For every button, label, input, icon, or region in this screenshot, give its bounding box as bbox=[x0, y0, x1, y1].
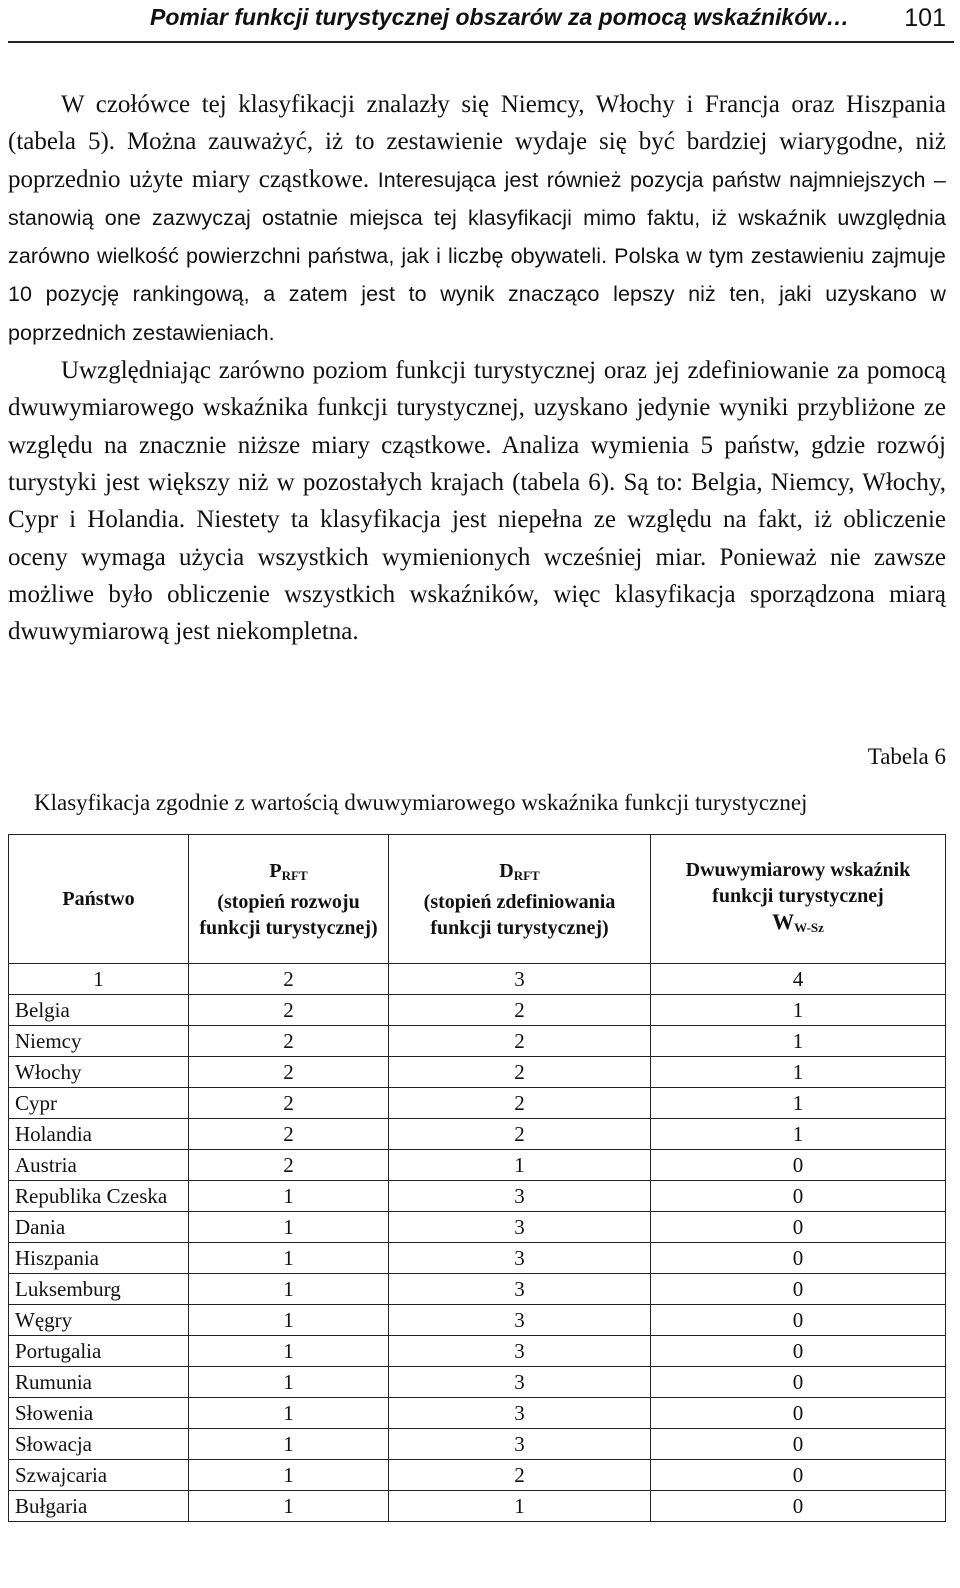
wwsz-cell: 0 bbox=[651, 1305, 946, 1336]
drft-cell: 2 bbox=[389, 995, 651, 1026]
paragraph-1-part-2: Interesująca jest również pozycja państw najmniejszych – stanowią one zazwyczaj ostatnie miejsca tej klasyfikacji mimo faktu, iż wskaźnik uwzględnia zarówno wielkość powierzchni państwa, jak i liczbę obywateli. bbox=[8, 167, 946, 269]
drft-cell: 3 bbox=[389, 1429, 651, 1460]
prft-cell: 1 bbox=[189, 1212, 389, 1243]
table-row bbox=[9, 1119, 946, 1150]
drft-cell: 3 bbox=[389, 1367, 651, 1398]
wwsz-cell: 1 bbox=[651, 1088, 946, 1119]
table-row bbox=[9, 1026, 946, 1057]
table-row bbox=[9, 1212, 946, 1243]
table-row bbox=[9, 1181, 946, 1212]
country-cell: Republika Czeska bbox=[9, 1181, 189, 1212]
country-cell: Holandia bbox=[9, 1119, 189, 1150]
table-row bbox=[9, 1088, 946, 1119]
prft-cell: 2 bbox=[189, 1088, 389, 1119]
wwsz-cell: 0 bbox=[651, 1367, 946, 1398]
prft-cell: 1 bbox=[189, 1429, 389, 1460]
drft-cell: 3 bbox=[389, 1274, 651, 1305]
drft-cell: 1 bbox=[389, 1150, 651, 1181]
table-row bbox=[9, 1398, 946, 1429]
country-cell: Rumunia bbox=[9, 1367, 189, 1398]
country-cell: Węgry bbox=[9, 1305, 189, 1336]
drft-cell: 3 bbox=[389, 1243, 651, 1274]
wwsz-cell: 1 bbox=[651, 1057, 946, 1088]
wwsz-cell: 0 bbox=[651, 1336, 946, 1367]
country-cell: Cypr bbox=[9, 1088, 189, 1119]
paragraph-1-part-1: W czołówce tej klasyfikacji znalazły się Niemcy, Włochy i Francja oraz Hiszpania (tabela 5). Można zauważyć, iż to zestawienie wydaje się być bardziej wiarygodne, niż poprzednio użyte miary cząstkowe. bbox=[8, 91, 946, 193]
body-text bbox=[8, 86, 946, 650]
wwsz-cell: 0 bbox=[651, 1181, 946, 1212]
table-row bbox=[9, 1460, 946, 1491]
prft-cell: 1 bbox=[189, 1367, 389, 1398]
prft-cell: 1 bbox=[189, 1305, 389, 1336]
wwsz-cell: 1 bbox=[651, 995, 946, 1026]
prft-cell: 1 bbox=[189, 1336, 389, 1367]
column-number: 4 bbox=[651, 964, 946, 995]
table-header-row bbox=[9, 835, 946, 964]
wwsz-cell: 1 bbox=[651, 1026, 946, 1057]
header-wwsz: Dwuwymiarowy wskaźnik funkcji turystycznej $W_{W-Sz}$ bbox=[651, 835, 946, 964]
prft-cell: 2 bbox=[189, 1026, 389, 1057]
page-number: 101 bbox=[904, 4, 946, 32]
wwsz-cell: 0 bbox=[651, 1429, 946, 1460]
table-row bbox=[9, 1243, 946, 1274]
country-cell: Bułgaria bbox=[9, 1491, 189, 1522]
column-number: 3 bbox=[389, 964, 651, 995]
paragraph-2-text: Uwzględniając zarówno poziom funkcji turystycznej oraz jej zdefiniowanie za pomocą dwuwymiarowego wskaźnika funkcji turystycznej, uzyskano jedynie wyniki przybliżone ze względu na znacznie niższe miary cząstkowe. Analiza wymienia 5 państw, gdzie rozwój turystyki jest większy niż w pozostałych krajach (tabela 6). Są to: Belgia, Niemcy, Włochy, Cypr i Holandia. Niestety ta klasyfikacja jest niepełna ze względu na fakt, iż obliczenie oceny wymaga użycia wszystkich wymienionych wcześniej miar. Ponieważ nie zawsze możliwe było obliczenie wszystkich wskaźników, więc klasyfikacja sporządzona miarą dwuwymiarową jest niekompletna. bbox=[8, 357, 946, 646]
wwsz-cell: 0 bbox=[651, 1212, 946, 1243]
country-cell: Portugalia bbox=[9, 1336, 189, 1367]
header-drft: $D_{RFT}$ (stopień zdefiniowania funkcji turystycznej) bbox=[389, 835, 651, 964]
column-number: 2 bbox=[189, 964, 389, 995]
country-cell: Szwajcaria bbox=[9, 1460, 189, 1491]
table-row bbox=[9, 1491, 946, 1522]
table-row bbox=[9, 995, 946, 1026]
prft-cell: 1 bbox=[189, 1460, 389, 1491]
prft-cell: 1 bbox=[189, 1491, 389, 1522]
drft-cell: 2 bbox=[389, 1057, 651, 1088]
drft-cell: 3 bbox=[389, 1212, 651, 1243]
country-cell: Austria bbox=[9, 1150, 189, 1181]
table-row bbox=[9, 1336, 946, 1367]
prft-cell: 1 bbox=[189, 1274, 389, 1305]
drft-cell: 2 bbox=[389, 1119, 651, 1150]
prft-cell: 2 bbox=[189, 1150, 389, 1181]
prft-cell: 2 bbox=[189, 1119, 389, 1150]
table-row bbox=[9, 1057, 946, 1088]
wwsz-cell: 0 bbox=[651, 1243, 946, 1274]
wwsz-cell: 0 bbox=[651, 1491, 946, 1522]
prft-cell: 1 bbox=[189, 1243, 389, 1274]
drft-cell: 2 bbox=[389, 1460, 651, 1491]
running-header bbox=[0, 0, 960, 44]
country-cell: Dania bbox=[9, 1212, 189, 1243]
table-label: Tabela 6 bbox=[867, 744, 946, 769]
wwsz-cell: 0 bbox=[651, 1150, 946, 1181]
table-row bbox=[9, 1274, 946, 1305]
country-cell: Belgia bbox=[9, 995, 189, 1026]
drft-cell: 3 bbox=[389, 1305, 651, 1336]
table-body bbox=[9, 995, 946, 1522]
drft-cell: 2 bbox=[389, 1026, 651, 1057]
column-number: 1 bbox=[9, 964, 189, 995]
wwsz-cell: 1 bbox=[651, 1119, 946, 1150]
prft-cell: 2 bbox=[189, 1057, 389, 1088]
country-cell: Włochy bbox=[9, 1057, 189, 1088]
country-cell: Słowenia bbox=[9, 1398, 189, 1429]
country-cell: Niemcy bbox=[9, 1026, 189, 1057]
table-row bbox=[9, 1305, 946, 1336]
header-prft: $P_{RFT}$ (stopień rozwoju funkcji turystycznej) bbox=[189, 835, 389, 964]
prft-cell: 2 bbox=[189, 995, 389, 1026]
column-number-row bbox=[9, 964, 946, 995]
wwsz-cell: 0 bbox=[651, 1460, 946, 1491]
drft-cell: 3 bbox=[389, 1181, 651, 1212]
prft-cell: 1 bbox=[189, 1181, 389, 1212]
paragraph-1 bbox=[8, 86, 946, 352]
country-cell: Hiszpania bbox=[9, 1243, 189, 1274]
drft-cell: 3 bbox=[389, 1336, 651, 1367]
wwsz-cell: 0 bbox=[651, 1274, 946, 1305]
prft-cell: 1 bbox=[189, 1398, 389, 1429]
classification-table bbox=[8, 834, 946, 1522]
drft-cell: 2 bbox=[389, 1088, 651, 1119]
header-country: Państwo bbox=[9, 835, 189, 964]
header-title: Pomiar funkcji turystycznej obszarów za pomocą wskaźników… bbox=[150, 4, 850, 30]
drft-cell: 3 bbox=[389, 1398, 651, 1429]
country-cell: Słowacja bbox=[9, 1429, 189, 1460]
table-row bbox=[9, 1429, 946, 1460]
table-row bbox=[9, 1367, 946, 1398]
wwsz-cell: 0 bbox=[651, 1398, 946, 1429]
drft-cell: 1 bbox=[389, 1491, 651, 1522]
table-title: Klasyfikacja zgodnie z wartością dwuwymiarowego wskaźnika funkcji turystycznej bbox=[34, 790, 808, 815]
paragraph-2 bbox=[8, 352, 946, 650]
header-divider bbox=[8, 41, 954, 43]
paragraph-1-part-3: Polska w tym zestawieniu zajmuje 10 pozycję rankingową, a zatem jest to wynik znacząco lepszy niż ten, jaki uzyskano w poprzednich zestawieniach. bbox=[8, 244, 946, 345]
table-row bbox=[9, 1150, 946, 1181]
country-cell: Luksemburg bbox=[9, 1274, 189, 1305]
